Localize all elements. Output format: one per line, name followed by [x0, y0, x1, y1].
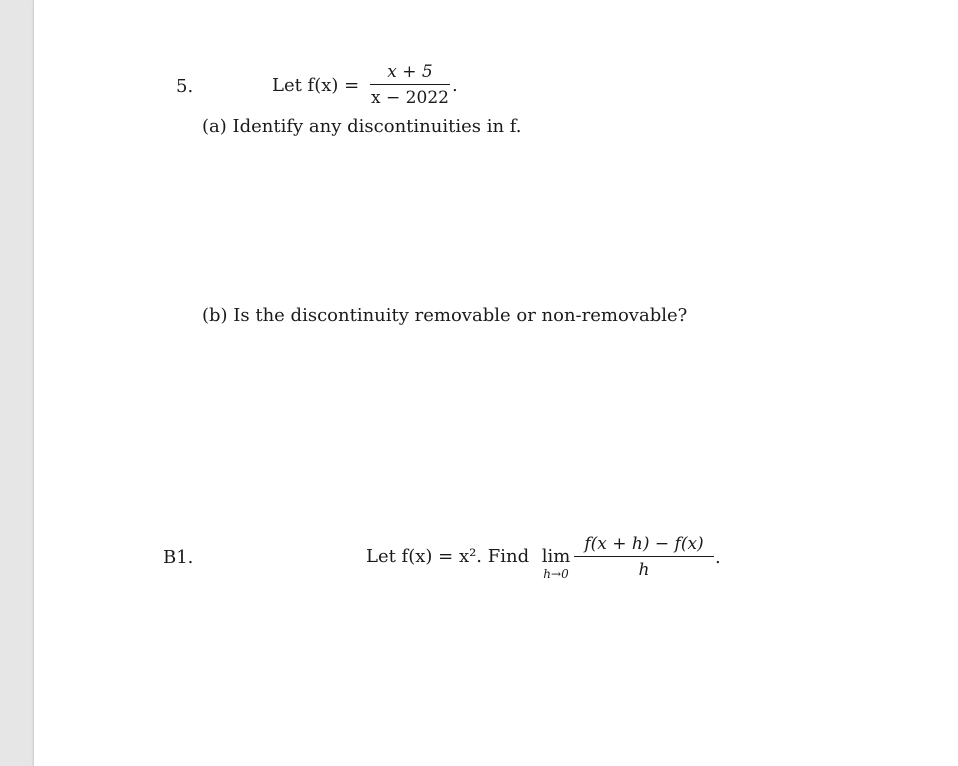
limit-operator: [540, 546, 572, 580]
limit-label: lim: [541, 546, 571, 567]
fraction-denominator: h: [638, 560, 650, 580]
part-a-question: (a) Identify any discontinuities in f.: [202, 116, 522, 137]
part-b-question: (b) Is the discontinuity removable or non-removable?: [202, 305, 688, 326]
document-page: [34, 0, 958, 766]
problem-number: 5.: [176, 76, 194, 97]
fraction-numerator: f(x + h) − f(x): [584, 534, 704, 554]
function-definition: Let f(x) = x². Find: [366, 546, 530, 567]
fraction: [370, 62, 450, 108]
period: .: [452, 75, 458, 96]
fraction-bar: [370, 84, 450, 85]
fraction-numerator: x + 5: [387, 62, 433, 82]
limit-subscript: h→0: [543, 567, 569, 581]
fraction: [574, 534, 714, 580]
fraction-denominator: x − 2022: [371, 88, 449, 108]
period: .: [715, 547, 721, 568]
problem-number: B1.: [163, 547, 194, 568]
function-definition: Let f(x) =: [272, 75, 360, 96]
fraction-bar: [574, 556, 714, 557]
